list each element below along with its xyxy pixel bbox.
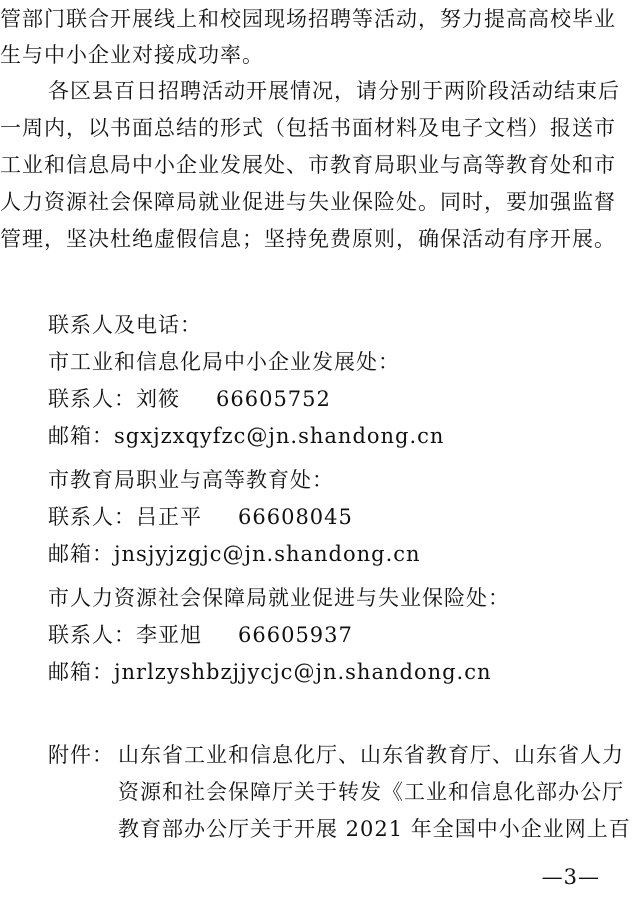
contact-phone-3: 66605937 xyxy=(238,623,353,647)
contact-person-row-3 xyxy=(48,620,353,650)
body-line-5: 工业和信息局中小企业发展处、市教育局职业与高等教育处和市 xyxy=(0,153,616,177)
attachment-line-1: 山东省工业和信息化厅、山东省教育厅、山东省人力 xyxy=(118,743,624,767)
body-line-1: 管部门联合开展线上和校园现场招聘等活动，努力提高高校毕业 xyxy=(0,7,616,31)
attachment-label: 附件： xyxy=(48,743,114,767)
body-line-6: 人力资源社会保障局就业促进与失业保险处。同时，要加强监督 xyxy=(0,190,616,214)
contact-email-3: 邮箱：jnrlzyshbzjjycjc@jn.shandong.cn xyxy=(48,660,492,684)
page-number: —3— xyxy=(541,865,600,889)
contact-person-1: 联系人：刘筱 xyxy=(48,387,180,411)
contacts-heading: 联系人及电话： xyxy=(48,313,202,337)
body-line-4: 一周内，以书面总结的形式（包括书面材料及电子文档）报送市 xyxy=(0,116,616,140)
contact-person-row-2 xyxy=(48,502,353,532)
contact-email-2: 邮箱：jnsjyjzgjc@jn.shandong.cn xyxy=(48,542,421,566)
body-line-7: 管理，坚决杜绝虚假信息；坚持免费原则，确保活动有序开展。 xyxy=(0,227,616,251)
contact-person-2: 联系人：吕正平 xyxy=(48,505,202,529)
body-line-3: 各区县百日招聘活动开展情况，请分别于两阶段活动结束后 xyxy=(48,79,620,103)
attachment-line-3: 教育部办公厅关于开展 2021 年全国中小企业网上百 xyxy=(118,817,631,841)
contact-person-row-1 xyxy=(48,384,331,414)
contact-phone-2: 66608045 xyxy=(238,505,353,529)
contact-email-1: 邮箱：sgxjzxqyfzc@jn.shandong.cn xyxy=(48,424,445,448)
attachment-line-2: 资源和社会保障厅关于转发《工业和信息化部办公厅 xyxy=(118,780,624,804)
body-line-2: 生与中小企业对接成功率。 xyxy=(0,43,264,67)
contact-dept-1: 市工业和信息化局中小企业发展处： xyxy=(48,350,400,374)
contact-phone-1: 66605752 xyxy=(216,387,331,411)
contact-dept-2: 市教育局职业与高等教育处： xyxy=(48,468,334,492)
contact-dept-3: 市人力资源社会保障局就业促进与失业保险处： xyxy=(48,586,510,610)
contact-person-3: 联系人：李亚旭 xyxy=(48,623,202,647)
